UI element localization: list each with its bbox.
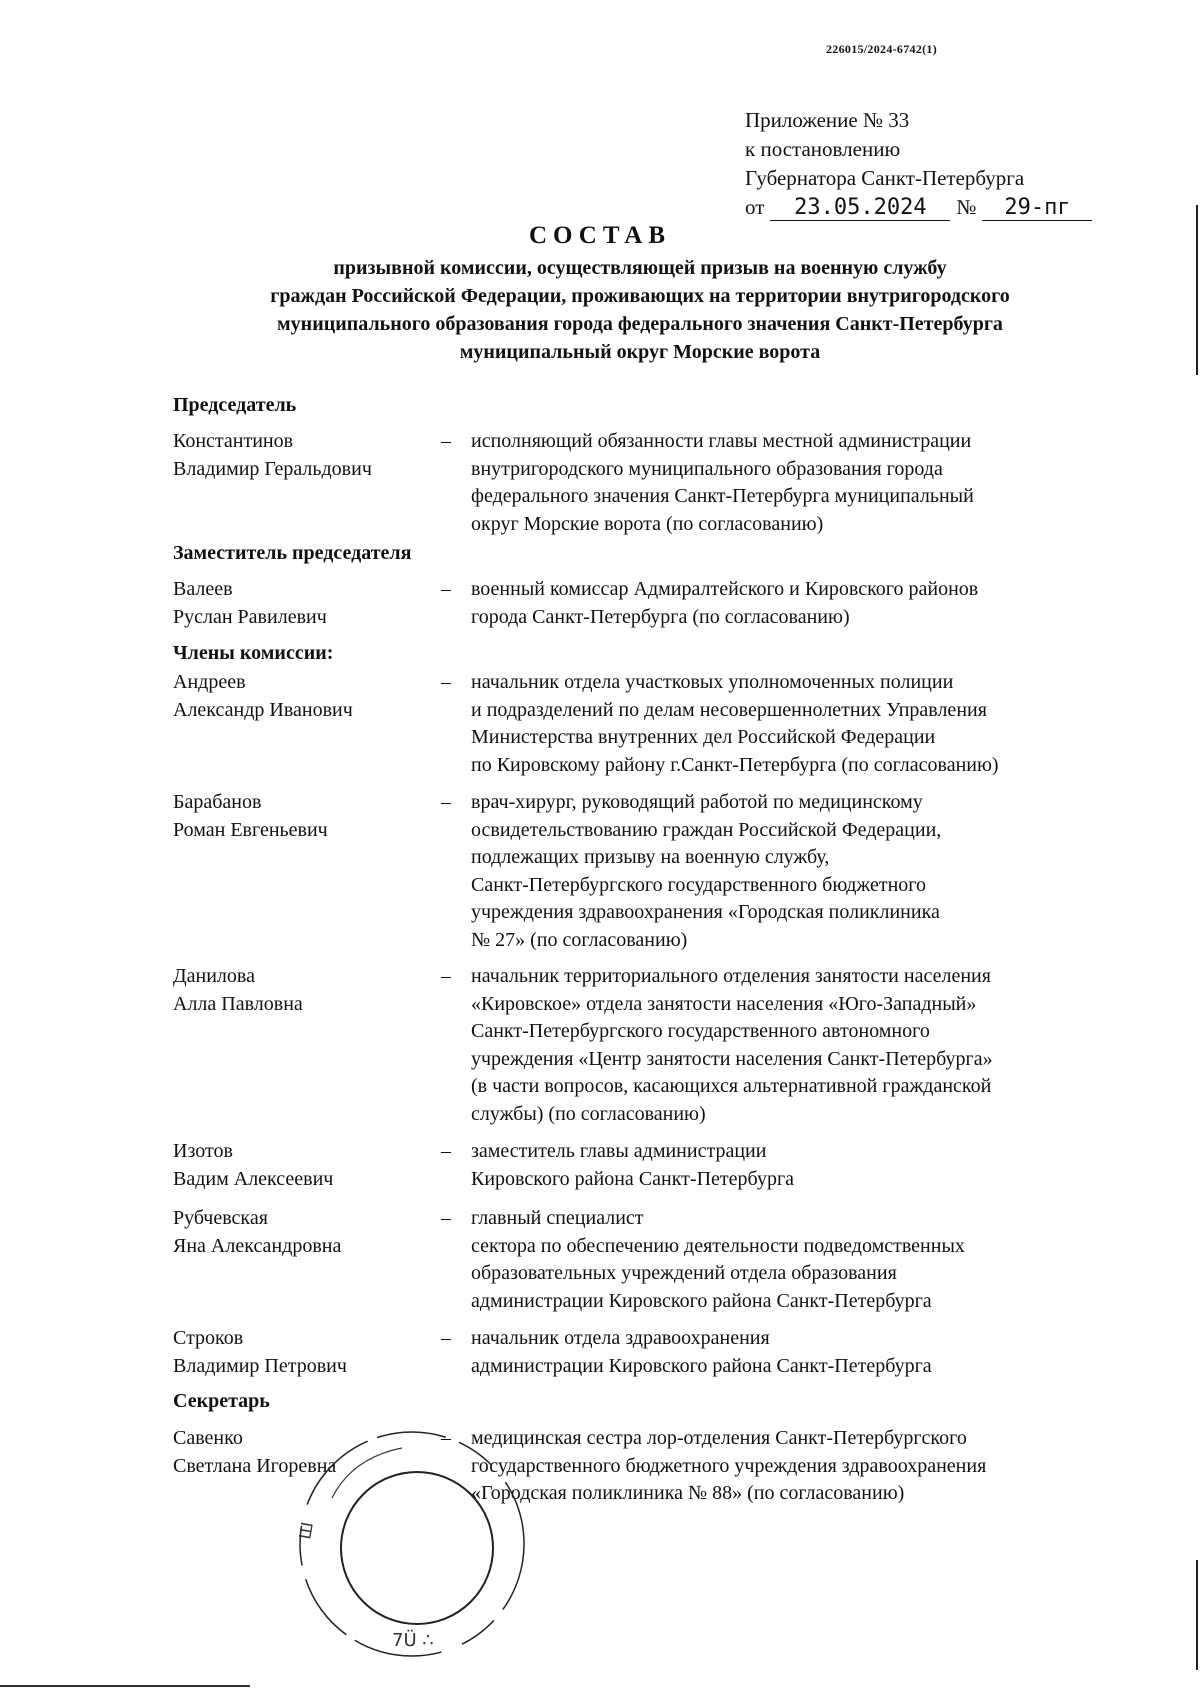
section-heading-deputy: Заместитель председателя <box>173 542 412 564</box>
position-line: начальник территориального отделения занятости населения <box>471 965 991 987</box>
dash-separator: – <box>441 671 451 693</box>
position-line: федерального значения Санкт-Петербурга муниципальный <box>471 485 974 507</box>
number-prefix: № <box>956 195 977 219</box>
position-line: главный специалист <box>471 1207 644 1229</box>
position-line: начальник отдела здравоохранения <box>471 1327 770 1349</box>
position-line: и подразделений по делам несовершеннолетних Управления <box>471 698 987 721</box>
position-line: учреждения здравоохранения «Городская поликлиника <box>471 901 940 923</box>
position-line: Санкт-Петербургского государственного автономного <box>471 1020 930 1042</box>
appendix-block <box>745 106 1092 222</box>
position-line: исполняющий обязанности главы местной администрации <box>471 430 972 452</box>
member-given-name: Вадим Алексеевич <box>173 1167 334 1190</box>
member-position <box>471 1425 1171 1508</box>
dash-separator: – <box>441 1427 451 1449</box>
official-seal-stamp <box>292 1418 552 1678</box>
member-given-name: Яна Александровна <box>173 1234 342 1257</box>
member-surname: Рубчевская <box>173 1207 268 1229</box>
dash-separator: – <box>441 1327 451 1349</box>
subtitle-line: муниципального образования города федерального значения Санкт-Петербурга <box>277 313 1003 335</box>
member-given-name: Владимир Петрович <box>173 1354 347 1377</box>
member-name <box>173 669 433 724</box>
position-line: службы) (по согласованию) <box>471 1102 706 1125</box>
scan-bottom-line <box>0 1685 250 1687</box>
svg-text:7Ü ∴: 7Ü ∴ <box>392 1630 434 1651</box>
member-surname: Валеев <box>173 578 233 600</box>
member-name <box>173 963 433 1018</box>
appendix-line-2: к постановлению <box>745 137 901 161</box>
position-line: подлежащих призыву на военную службу, <box>471 846 830 868</box>
date-prefix: от <box>745 195 765 219</box>
member-surname: Савенко <box>173 1427 243 1449</box>
member-position <box>471 1205 1171 1315</box>
position-line: Министерства внутренних дел Российской Федерации <box>471 726 936 748</box>
position-line: сектора по обеспечению деятельности подведомственных <box>471 1234 965 1257</box>
position-line: округ Морские ворота (по согласованию) <box>471 512 824 535</box>
member-surname: Данилова <box>173 965 255 987</box>
document-title: СОСТАВ <box>528 222 672 249</box>
member-name <box>173 789 433 844</box>
member-surname: Андреев <box>173 671 246 693</box>
position-line: «Кировское» отдела занятости населения «Юго-Западный» <box>471 992 977 1015</box>
position-line: администрации Кировского района Санкт-Петербурга <box>471 1289 932 1312</box>
member-position <box>471 963 1171 1128</box>
scan-edge-mark <box>1196 205 1198 375</box>
position-line: «Городская поликлиника № 88» (по согласованию) <box>471 1482 905 1504</box>
member-given-name: Роман Евгеньевич <box>173 818 328 841</box>
appendix-line-3: Губернатора Санкт-Петербурга <box>745 166 1025 190</box>
dash-separator: – <box>441 965 451 987</box>
position-line: медицинская сестра лор-отделения Санкт-Петербургского <box>471 1427 967 1449</box>
appendix-date-line <box>745 193 1092 222</box>
member-name <box>173 1138 433 1193</box>
member-given-name: Владимир Геральдович <box>173 457 372 480</box>
appendix-line-1: Приложение № 33 <box>745 108 910 132</box>
section-heading-secretary: Секретарь <box>173 1390 270 1412</box>
member-position <box>471 789 1171 954</box>
dash-separator: – <box>441 1140 451 1162</box>
position-line: по Кировскому району г.Санкт-Петербурга (по согласованию) <box>471 753 999 776</box>
dash-separator: – <box>441 578 451 600</box>
member-given-name: Алла Павловна <box>173 992 303 1015</box>
section-heading-chairman: Председатель <box>173 394 297 416</box>
member-position <box>471 1138 1171 1193</box>
position-line: администрации Кировского района Санкт-Петербурга <box>471 1354 932 1377</box>
position-line: Санкт-Петербургского государственного бюджетного <box>471 873 927 896</box>
document-subtitle <box>140 254 1140 366</box>
position-line: учреждения «Центр занятости населения Санкт-Петербурга» <box>471 1047 993 1070</box>
member-position <box>471 669 1171 779</box>
subtitle-line: граждан Российской Федерации, проживающих на территории внутригородского <box>270 285 1010 307</box>
position-line: внутригородского муниципального образования города <box>471 457 943 480</box>
svg-text:Ш: Ш <box>295 1520 317 1541</box>
position-line: заместитель главы администрации <box>471 1140 767 1162</box>
member-name <box>173 1325 433 1380</box>
member-name <box>173 428 433 483</box>
member-surname: Изотов <box>173 1140 233 1162</box>
dash-separator: – <box>441 430 451 452</box>
member-given-name: Александр Иванович <box>173 698 353 721</box>
section-heading-members: Члены комиссии: <box>173 642 334 664</box>
position-line: освидетельствованию граждан Российской Федерации, <box>471 818 942 841</box>
member-given-name: Руслан Равилевич <box>173 605 327 628</box>
member-position <box>471 1325 1171 1380</box>
scan-edge-mark <box>1196 1560 1198 1670</box>
dash-separator: – <box>441 791 451 813</box>
subtitle-line: призывной комиссии, осуществляющей призыв на военную службу <box>333 257 947 279</box>
member-surname: Константинов <box>173 430 294 452</box>
member-surname: Строков <box>173 1327 244 1349</box>
member-given-name: Светлана Игоревна <box>173 1454 337 1477</box>
number-value: 29-пг <box>982 196 1092 221</box>
position-line: начальник отдела участковых уполномоченных полиции <box>471 671 954 693</box>
position-line: Кировского района Санкт-Петербурга <box>471 1167 795 1190</box>
dash-separator: – <box>441 1207 451 1229</box>
member-position <box>471 576 1171 631</box>
position-line: врач-хирург, руководящий работой по медицинскому <box>471 791 923 813</box>
member-name <box>173 576 433 631</box>
subtitle-line: муниципальный округ Морские ворота <box>459 341 821 363</box>
position-line: города Санкт-Петербурга (по согласованию) <box>471 605 850 628</box>
position-line: военный комиссар Адмиралтейского и Кировского районов <box>471 578 979 600</box>
position-line: государственного бюджетного учреждения здравоохранения <box>471 1454 987 1477</box>
member-name <box>173 1205 433 1260</box>
member-surname: Барабанов <box>173 791 262 813</box>
date-value: 23.05.2024 <box>770 196 950 221</box>
position-line: № 27» (по согласованию) <box>471 928 688 951</box>
document-registration-number: 226015/2024-6742(1) <box>826 42 938 56</box>
position-line: образовательных учреждений отдела образования <box>471 1262 897 1284</box>
member-position <box>471 428 1171 538</box>
position-line: (в части вопросов, касающихся альтернативной гражданской <box>471 1075 992 1097</box>
